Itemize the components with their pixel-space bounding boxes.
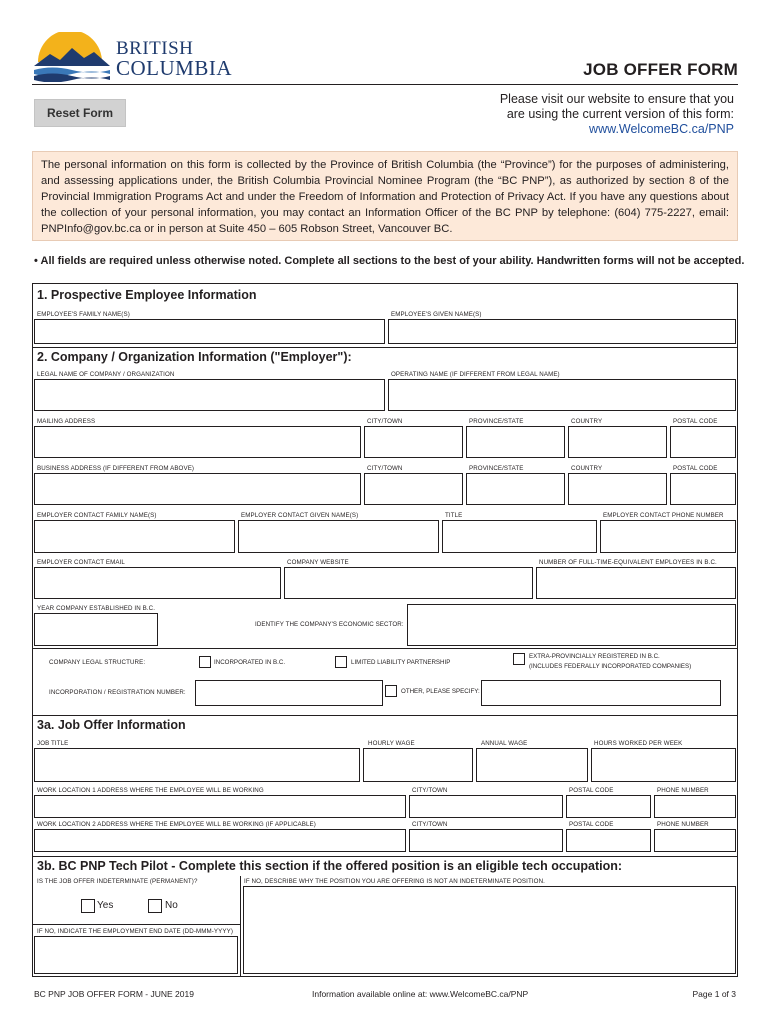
- mailing-address-label: MAILING ADDRESS: [37, 418, 96, 425]
- section-2-heading: 2. Company / Organization Information ("Employer"):: [33, 347, 737, 364]
- website-notice: [434, 92, 734, 137]
- form-title: JOB OFFER FORM: [583, 60, 738, 79]
- contact-title-label: TITLE: [445, 512, 463, 519]
- structure-divider: [33, 648, 737, 649]
- yes-checkbox[interactable]: [81, 899, 95, 913]
- location-1-postal-label: POSTAL CODE: [569, 787, 614, 794]
- website-notice-line1: Please visit our website to ensure that you: [499, 92, 734, 106]
- yes-label: Yes: [97, 900, 114, 911]
- end-date-field[interactable]: [34, 936, 238, 974]
- operating-name-label: OPERATING NAME (IF DIFFERENT FROM LEGAL NAME): [391, 371, 560, 378]
- operating-name-field[interactable]: [388, 379, 736, 411]
- business-postal-label: POSTAL CODE: [673, 465, 718, 472]
- section-3b-heading: 3b. BC PNP Tech Pilot - Complete this section if the offered position is an eligible tech occupation:: [33, 856, 737, 873]
- no-label: No: [165, 900, 178, 911]
- end-date-label: IF NO, INDICATE THE EMPLOYMENT END DATE (DD-MMM-YYYY): [37, 928, 233, 935]
- extra-provincial-label: EXTRA-PROVINCIALLY REGISTERED IN B.C.: [529, 653, 660, 660]
- business-address-field[interactable]: [34, 473, 361, 505]
- mailing-city-field[interactable]: [364, 426, 463, 458]
- hourly-wage-label: HOURLY WAGE: [368, 740, 415, 747]
- incorporation-number-label: INCORPORATION / REGISTRATION NUMBER:: [49, 689, 186, 696]
- legal-name-field[interactable]: [34, 379, 385, 411]
- footer-page-number: Page 1 of 3: [692, 989, 736, 999]
- work-location-1-label: WORK LOCATION 1 ADDRESS WHERE THE EMPLOYEE WILL BE WORKING: [37, 787, 264, 794]
- describe-field[interactable]: [243, 886, 736, 974]
- contact-given-name-field[interactable]: [238, 520, 439, 553]
- business-postal-field[interactable]: [670, 473, 736, 505]
- contact-phone-label: EMPLOYER CONTACT PHONE NUMBER: [603, 512, 724, 519]
- privacy-notice: The personal information on this form is collected by the Province of British Columbia (the “Province”) for the purposes of administering, and assessing applications under, the British Columbia Provincial Nominee Program (the “BC PNP”), as authorized by section 8 of the Provincial Immigration Programs Act and under the Freedom of Information and Protection of Privacy Act. If you have any questions about the collection of your personal information, you may contact an Information Officer of the BC PNP by telephone: (604) 775-2227, email: PNPInfo@gov.bc.ca or in person at Suite 450 – 605 Robson Street, Vancouver BC.: [32, 151, 738, 241]
- other-structure-checkbox[interactable]: [385, 685, 397, 697]
- economic-sector-label: IDENTIFY THE COMPANY'S ECONOMIC SECTOR:: [255, 621, 404, 628]
- location-2-city-label: CITY/TOWN: [412, 821, 448, 828]
- requirements-note: • All fields are required unless otherwise noted. Complete all sections to the best of your ability. Handwritten forms will not be accepted.: [34, 255, 745, 267]
- location-2-city-field[interactable]: [409, 829, 563, 852]
- hours-per-week-label: HOURS WORKED PER WEEK: [594, 740, 683, 747]
- business-address-label: BUSINESS ADDRESS (IF DIFFERENT FROM ABOVE): [37, 465, 195, 472]
- year-established-field[interactable]: [34, 613, 158, 646]
- location-2-phone-field[interactable]: [654, 829, 736, 852]
- hourly-wage-field[interactable]: [363, 748, 473, 782]
- fte-employees-field[interactable]: [536, 567, 736, 599]
- mailing-province-field[interactable]: [466, 426, 565, 458]
- website-notice-line2: are using the current version of this form:: [506, 107, 734, 121]
- employee-given-name-label: EMPLOYEE'S GIVEN NAME(S): [391, 311, 482, 318]
- business-city-field[interactable]: [364, 473, 463, 505]
- section-1-heading: 1. Prospective Employee Information: [37, 288, 257, 302]
- location-2-postal-field[interactable]: [566, 829, 651, 852]
- section-3b-divider: [240, 876, 241, 976]
- website-link[interactable]: www.WelcomeBC.ca/PNP: [589, 122, 734, 136]
- company-website-field[interactable]: [284, 567, 533, 599]
- mailing-country-label: COUNTRY: [571, 418, 603, 425]
- footer-info-link: Information available online at: www.WelcomeBC.ca/PNP: [312, 989, 529, 999]
- contact-given-name-label: EMPLOYER CONTACT GIVEN NAME(S): [241, 512, 359, 519]
- location-1-phone-label: PHONE NUMBER: [657, 787, 709, 794]
- legal-name-label: LEGAL NAME OF COMPANY / ORGANIZATION: [37, 371, 175, 378]
- extra-provincial-note: (INCLUDES FEDERALLY INCORPORATED COMPANIES): [529, 663, 692, 670]
- fte-employees-label: NUMBER OF FULL-TIME-EQUIVALENT EMPLOYEES IN B.C.: [539, 559, 717, 566]
- job-title-field[interactable]: [34, 748, 360, 782]
- business-city-label: CITY/TOWN: [367, 465, 403, 472]
- incorporated-label: INCORPORATED IN B.C.: [214, 659, 286, 666]
- location-1-phone-field[interactable]: [654, 795, 736, 818]
- mailing-province-label: PROVINCE/STATE: [469, 418, 524, 425]
- company-website-label: COMPANY WEBSITE: [287, 559, 349, 566]
- reset-form-button[interactable]: Reset Form: [34, 99, 126, 127]
- end-date-divider: [33, 924, 240, 925]
- business-province-label: PROVINCE/STATE: [469, 465, 524, 472]
- employee-given-name-field[interactable]: [388, 319, 736, 344]
- mailing-postal-label: POSTAL CODE: [673, 418, 718, 425]
- incorporated-checkbox[interactable]: [199, 656, 211, 668]
- location-1-city-field[interactable]: [409, 795, 563, 818]
- contact-title-field[interactable]: [442, 520, 597, 553]
- business-country-field[interactable]: [568, 473, 667, 505]
- annual-wage-label: ANNUAL WAGE: [481, 740, 528, 747]
- mailing-postal-field[interactable]: [670, 426, 736, 458]
- llp-label: LIMITED LIABILITY PARTNERSHIP: [351, 659, 451, 666]
- extra-provincial-checkbox[interactable]: [513, 653, 525, 665]
- incorporation-number-field[interactable]: [195, 680, 383, 706]
- contact-family-name-field[interactable]: [34, 520, 235, 553]
- footer-form-name: BC PNP JOB OFFER FORM - JUNE 2019: [34, 989, 194, 999]
- location-2-postal-label: POSTAL CODE: [569, 821, 614, 828]
- work-location-1-field[interactable]: [34, 795, 406, 818]
- annual-wage-field[interactable]: [476, 748, 588, 782]
- job-title-label: JOB TITLE: [37, 740, 69, 747]
- contact-phone-field[interactable]: [600, 520, 736, 553]
- year-established-label: YEAR COMPANY ESTABLISHED IN B.C.: [37, 605, 156, 612]
- bc-logo: [32, 32, 233, 84]
- work-location-2-label: WORK LOCATION 2 ADDRESS WHERE THE EMPLOYEE WILL BE WORKING (IF APPLICABLE): [37, 821, 316, 828]
- legal-structure-label: COMPANY LEGAL STRUCTURE:: [49, 659, 146, 666]
- contact-family-name-label: EMPLOYER CONTACT FAMILY NAME(S): [37, 512, 157, 519]
- business-country-label: COUNTRY: [571, 465, 603, 472]
- title-rule: [32, 84, 738, 85]
- mailing-address-field[interactable]: [34, 426, 361, 458]
- business-province-field[interactable]: [466, 473, 565, 505]
- location-1-postal-field[interactable]: [566, 795, 651, 818]
- other-structure-field[interactable]: [481, 680, 721, 706]
- logo-line-british: BRITISH: [116, 38, 194, 59]
- describe-label: IF NO, DESCRIBE WHY THE POSITION YOU ARE OFFERING IS NOT AN INDETERMINATE POSITION.: [244, 878, 545, 885]
- work-location-2-field[interactable]: [34, 829, 406, 852]
- bc-logo-icon: [32, 32, 112, 82]
- job-offer-form: [32, 283, 738, 977]
- location-2-phone-label: PHONE NUMBER: [657, 821, 709, 828]
- section-3a-heading: 3a. Job Offer Information: [33, 715, 737, 732]
- contact-email-field[interactable]: [34, 567, 281, 599]
- other-structure-label: OTHER, PLEASE SPECIFY:: [401, 688, 480, 695]
- llp-checkbox[interactable]: [335, 656, 347, 668]
- mailing-country-field[interactable]: [568, 426, 667, 458]
- location-1-city-label: CITY/TOWN: [412, 787, 448, 794]
- employee-family-name-label: EMPLOYEE'S FAMILY NAME(S): [37, 311, 130, 318]
- hours-per-week-field[interactable]: [591, 748, 736, 782]
- no-checkbox[interactable]: [148, 899, 162, 913]
- contact-email-label: EMPLOYER CONTACT EMAIL: [37, 559, 125, 566]
- mailing-city-label: CITY/TOWN: [367, 418, 403, 425]
- indeterminate-label: IS THE JOB OFFER INDETERMINATE (PERMANENT)?: [37, 878, 198, 885]
- logo-line-columbia: COLUMBIA: [116, 56, 233, 80]
- economic-sector-field[interactable]: [407, 604, 736, 646]
- employee-family-name-field[interactable]: [34, 319, 385, 344]
